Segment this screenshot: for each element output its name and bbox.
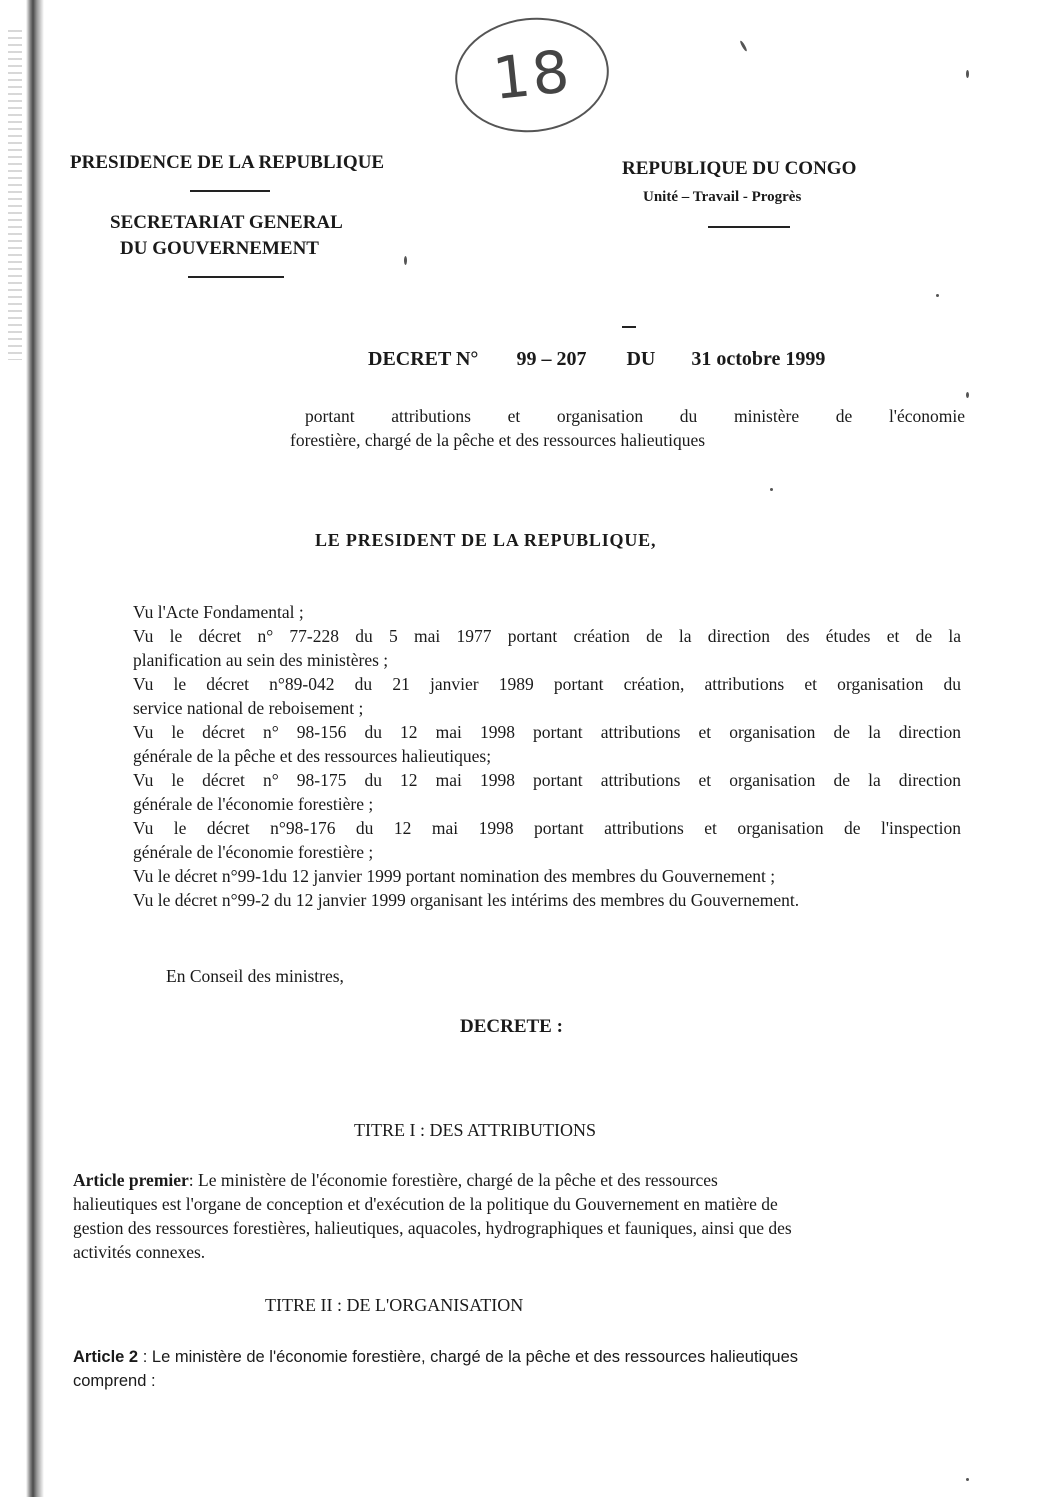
consideration-line: Vu l'Acte Fondamental ; <box>133 602 304 622</box>
scan-margin-strip <box>0 0 46 1497</box>
decree-number-2: 207 <box>556 348 587 370</box>
scan-speck <box>739 40 748 52</box>
scan-speck <box>936 294 939 297</box>
consideration-line: Vu le décret n°99-2 du 12 janvier 1999 organisant les intérims des membres du Gouvernement. <box>133 890 800 910</box>
header-right-dash <box>622 326 636 328</box>
article-1-line: gestion des ressources forestières, halieutiques, aquacoles, hydrographiques et fauniques, ainsi que des <box>73 1218 792 1238</box>
header-gouvernement: DU GOUVERNEMENT <box>120 238 319 259</box>
header-devise: Unité – Travail - Progrès <box>643 189 802 205</box>
titre-1-heading: TITRE I : DES ATTRIBUTIONS <box>354 1120 596 1140</box>
scan-speck <box>404 256 407 265</box>
decree-title <box>368 348 825 371</box>
scan-speck <box>966 1478 969 1481</box>
subject-line-1-text: portant attributions et organisation du ministère de l'économie <box>305 406 965 426</box>
decree-subject-line-2: forestière, chargé de la pêche et des ressources halieutiques <box>290 430 706 450</box>
decree-date: 31 octobre 1999 <box>691 348 826 370</box>
consideration-line: Vu le décret n°99-1du 12 janvier 1999 portant nomination des membres du Gouvernement ; <box>133 866 776 886</box>
decree-prefix: DECRET N° <box>368 348 479 370</box>
consideration-line: planification au sein des ministères ; <box>133 650 389 670</box>
consideration-line: générale de l'économie forestière ; <box>133 794 374 814</box>
consideration-line: Vu le décret n°98-176 du 12 mai 1998 portant attributions et organisation de l'inspection <box>133 818 961 838</box>
article-1 <box>73 1168 973 1264</box>
scan-speck <box>966 392 969 398</box>
header-right-rule <box>708 226 790 228</box>
consideration-line: Vu le décret n° 98-175 du 12 mai 1998 portant attributions et organisation de la direction <box>133 770 961 790</box>
consideration-line: Vu le décret n°89-042 du 21 janvier 1989 portant création, attributions et organisation du <box>133 674 961 694</box>
header-republique: REPUBLIQUE DU CONGO <box>622 158 857 179</box>
consideration-line: service national de reboisement ; <box>133 698 364 718</box>
consideration-line: générale de l'économie forestière ; <box>133 842 374 862</box>
article-1-line <box>73 1168 973 1192</box>
article-1-label: Article premier <box>73 1170 189 1190</box>
header-left-rule <box>190 190 270 192</box>
council-line: En Conseil des ministres, <box>166 966 344 986</box>
page-number-stamp: 18 <box>449 10 614 139</box>
article-2 <box>73 1345 973 1393</box>
consideration-line: Vu le décret n° 77-228 du 5 mai 1977 portant création de la direction des études et de la <box>133 626 961 646</box>
article-1-text: : Le ministère de l'économie forestière, chargé de la pêche et des ressources <box>188 1170 718 1190</box>
header-presidence: PRESIDENCE DE LA REPUBLIQUE <box>70 152 385 173</box>
article-1-line: activités connexes. <box>73 1242 206 1262</box>
scan-speck <box>770 488 773 491</box>
decree-subject-line-1 <box>305 406 965 427</box>
consideration-line: Vu le décret n° 98-156 du 12 mai 1998 portant attributions et organisation de la direction <box>133 722 961 742</box>
decree-number: 99 <box>516 348 537 370</box>
president-heading: LE PRESIDENT DE LA REPUBLIQUE, <box>315 530 657 550</box>
article-2-text: : Le ministère de l'économie forestière, chargé de la pêche et des ressources halieutiques <box>142 1348 798 1366</box>
consideration-line: générale de la pêche et des ressources halieutiques; <box>133 746 492 766</box>
decree-separator: – <box>541 348 552 370</box>
titre-2-heading: TITRE II : DE L'ORGANISATION <box>265 1295 524 1315</box>
article-2-label: Article 2 <box>73 1348 139 1366</box>
decree-du: DU <box>626 348 656 370</box>
decrete-heading: DECRETE : <box>460 1016 563 1037</box>
article-2-line <box>73 1345 973 1369</box>
scan-speck <box>966 70 969 78</box>
article-1-line: halieutiques est l'organe de conception et d'exécution de la politique du Gouvernement en matière de <box>73 1194 778 1214</box>
considerations-list <box>133 600 961 912</box>
header-secretariat: SECRETARIAT GENERAL <box>110 212 343 233</box>
header-left-rule-2 <box>188 276 284 278</box>
article-2-line: comprend : <box>73 1372 156 1390</box>
